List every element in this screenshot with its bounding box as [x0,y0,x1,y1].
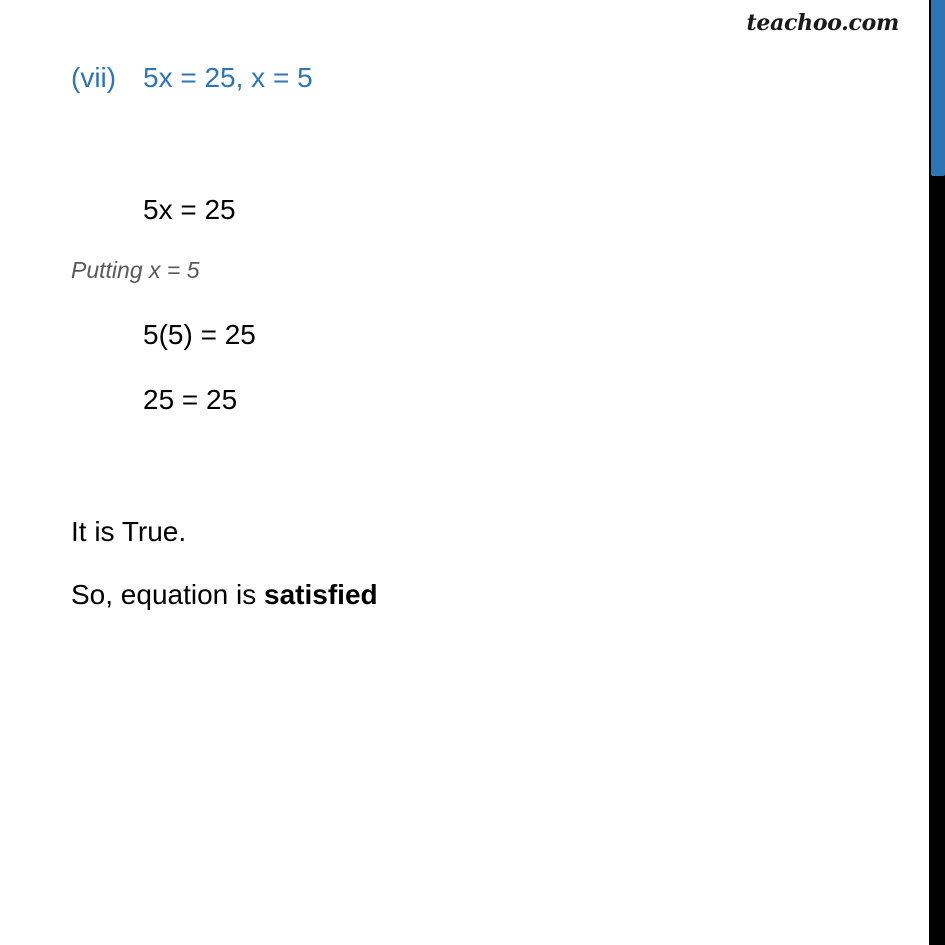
question-number: (vii) [71,62,117,93]
conclusion-true: It is True. [71,516,187,547]
conclusion-bold-word: satisfied [264,579,378,610]
conclusion-satisfied [71,581,378,609]
teachoo-logo: teachoo.com [746,10,899,36]
substitution-note: Putting x = 5 [71,257,200,283]
scrollbar-thumb[interactable] [931,0,945,176]
question-statement: 5x = 25, x = 5 [143,62,313,93]
equation-line: 5x = 25 [143,194,236,225]
vertical-scrollbar[interactable] [929,0,945,945]
question-heading [71,64,313,92]
step-substitute: 5(5) = 25 [143,319,256,350]
conclusion-prefix: So, equation is [71,579,265,610]
step-result: 25 = 25 [143,384,238,415]
